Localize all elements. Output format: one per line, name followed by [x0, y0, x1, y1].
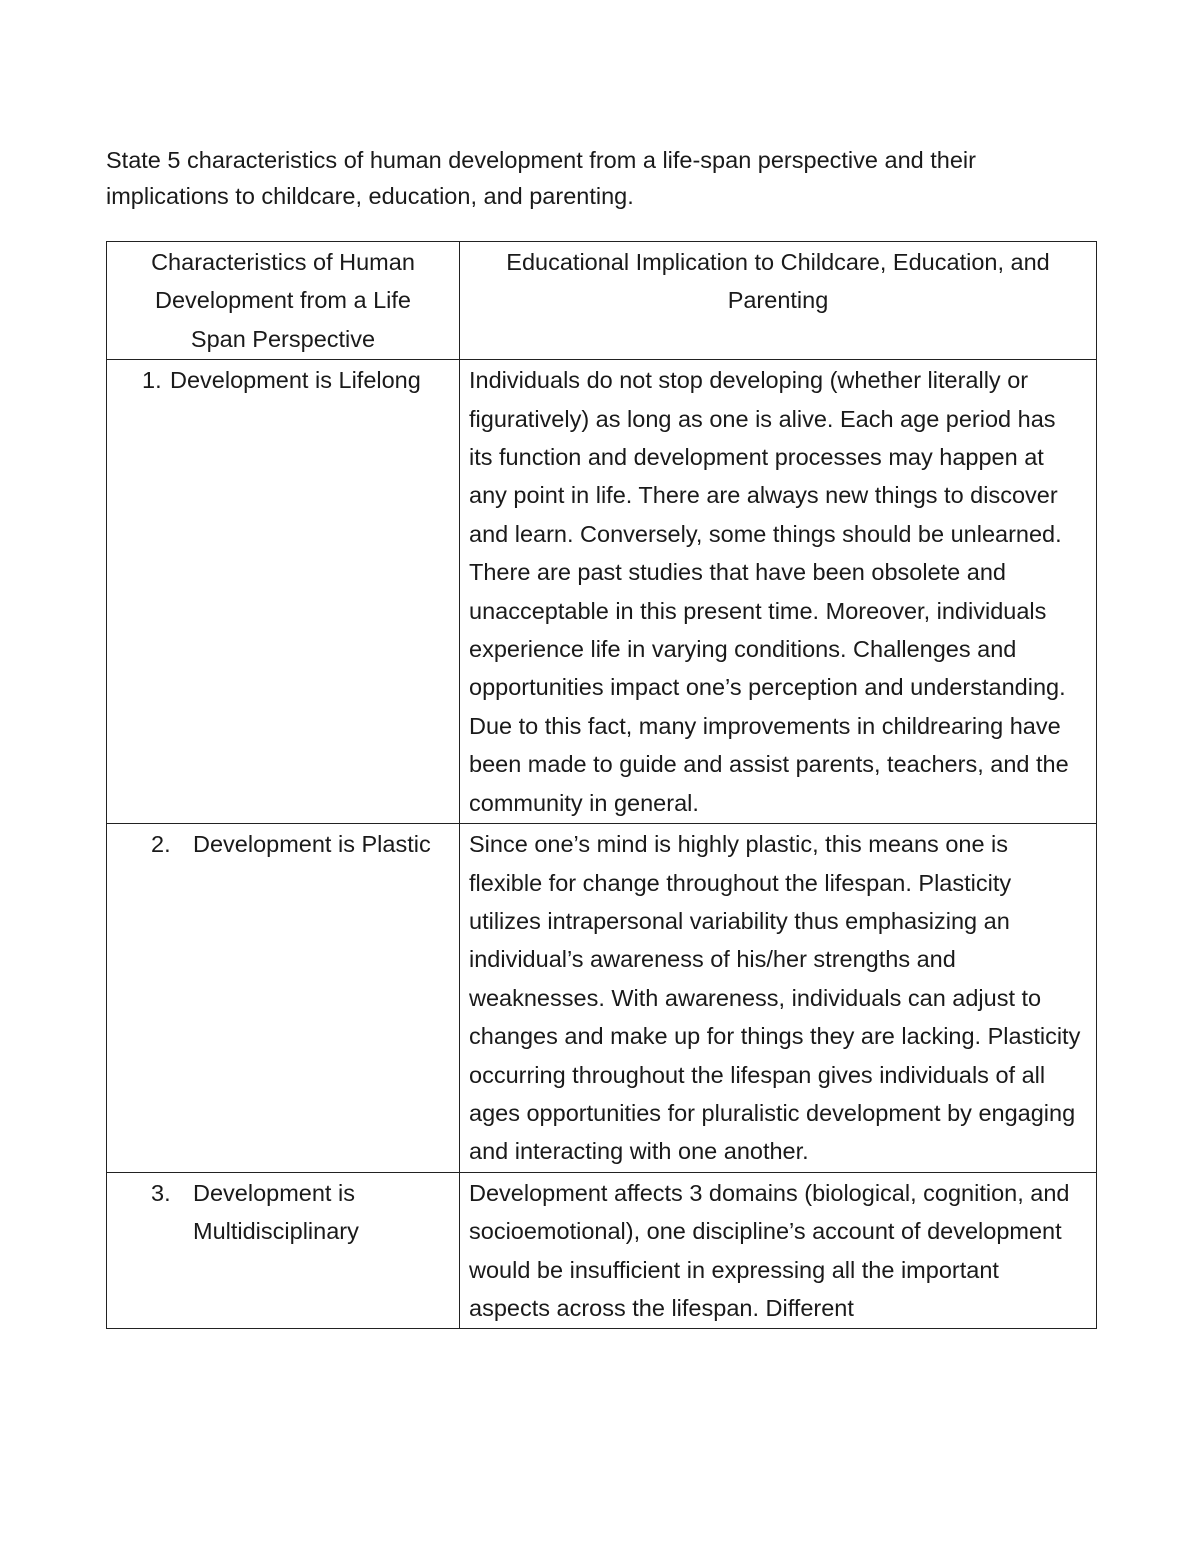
table-row — [107, 1172, 1097, 1329]
item-number: 2. — [151, 831, 171, 858]
table-row — [107, 360, 1097, 824]
characteristic-label: Development is Plastic — [193, 831, 431, 858]
characteristic-cell — [107, 824, 460, 1173]
assignment-prompt: State 5 characteristics of human development from a life-span perspective and their implications to childcare, education, and parenting. — [106, 147, 976, 209]
characteristic-label: Development is Multidisciplinary — [193, 1179, 359, 1245]
item-number: 1. — [142, 367, 162, 394]
characteristic-label: Development is Lifelong — [170, 367, 421, 394]
header-characteristics: Characteristics of Human Development from a Life Span Perspective — [107, 242, 460, 360]
implication-cell: Since one’s mind is highly plastic, this means one is flexible for change throughout the lifespan. Plasticity utilizes intrapersonal variability thus emphasizing an individual’s awareness of his/her strengths and weaknesses. With awareness, individuals can adjust to changes and make up for things they are lacking. Plasticity occurring throughout the lifespan gives individuals of all ages opportunities for pluralistic development by engaging and interacting with one another. — [460, 824, 1097, 1173]
item-number: 3. — [151, 1179, 171, 1206]
characteristic-cell — [107, 360, 460, 824]
implication-cell: Individuals do not stop developing (whether literally or figuratively) as long as one is alive. Each age period has its function and development processes may happen at any point in life. There are always new things to discover and learn. Conversely, some things should be unlearned. There are past studies that have been obsolete and unacceptable in this present time. Moreover, individuals experience life in varying conditions. Challenges and opportunities impact one’s perception and understanding. Due to this fact, many improvements in childrearing have been made to guide and assist parents, teachers, and the community in general. — [460, 360, 1097, 824]
header-implication: Educational Implication to Childcare, Education, and Parenting — [460, 242, 1097, 360]
implication-cell: Development affects 3 domains (biological, cognition, and socioemotional), one discipline’s account of development would be insufficient in expressing all the important aspects across the lifespan. Different — [460, 1172, 1097, 1329]
characteristics-table — [106, 241, 1097, 1329]
table-row — [107, 824, 1097, 1173]
table-header-row — [107, 242, 1097, 360]
characteristic-cell — [107, 1172, 460, 1329]
